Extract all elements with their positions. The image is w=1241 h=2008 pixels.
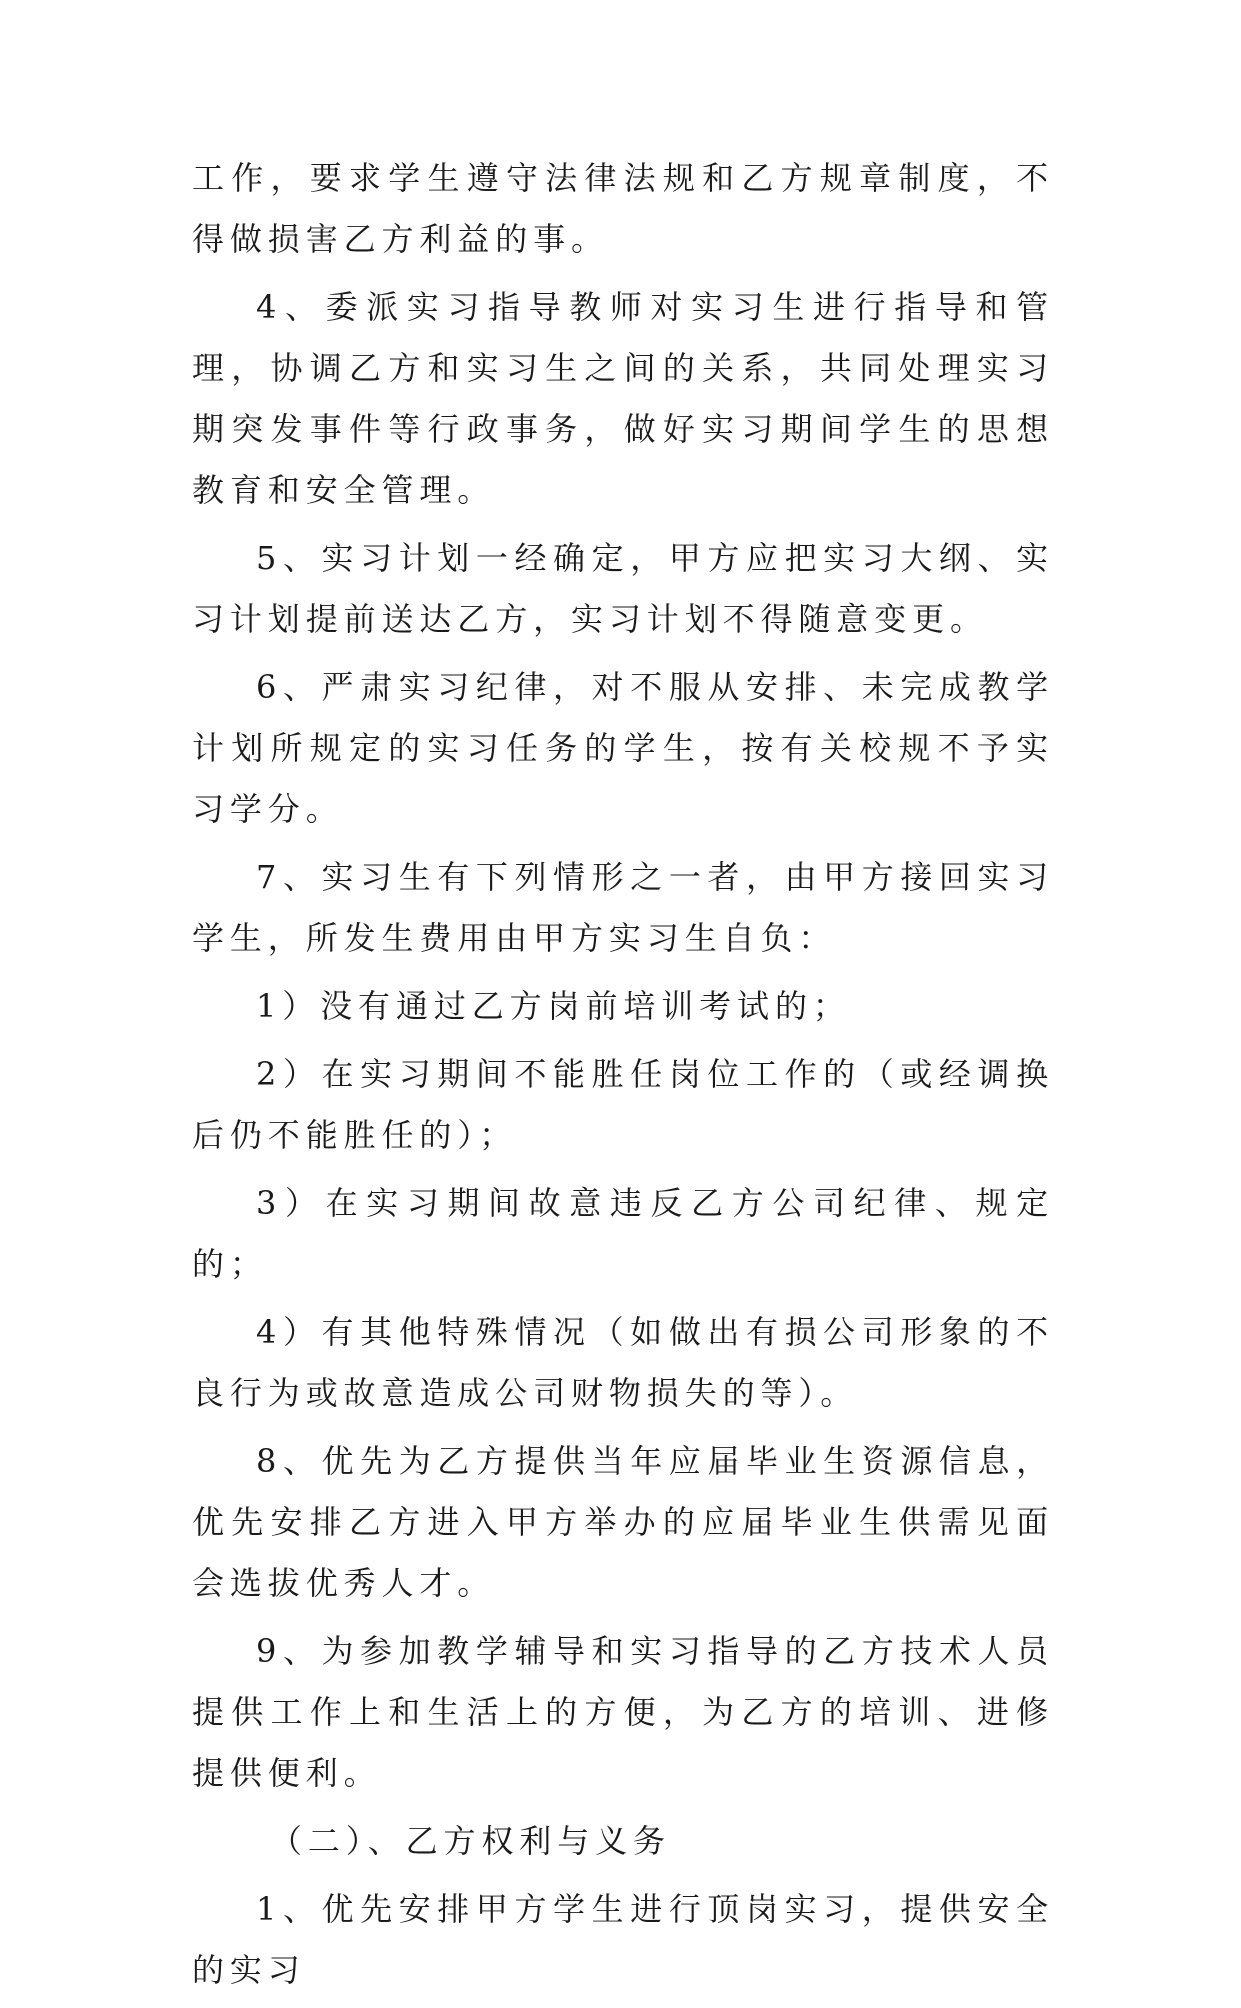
paragraph-continuation: 工作，要求学生遵守法律法规和乙方规章制度，不得做损害乙方利益的事。 xyxy=(192,159,1054,258)
paragraph-item-7: 7、实习生有下列情形之一者，由甲方接回实习学生，所发生费用由甲方实习生自负： xyxy=(192,858,1054,957)
paragraph-item-6: 6、严肃实习纪律，对不服从安排、未完成教学计划所规定的实习任务的学生，按有关校规不予实习学分。 xyxy=(192,668,1054,828)
paragraph-item-9: 9、为参加教学辅导和实习指导的乙方技术人员提供工作上和生活上的方便，为乙方的培训、进修提供便利。 xyxy=(192,1632,1054,1792)
sub-item-4: 4）有其他特殊情况（如做出有损公司形象的不良行为或故意造成公司财物损失的等）。 xyxy=(192,1313,1054,1412)
sub-item-3: 3）在实习期间故意违反乙方公司纪律、规定的； xyxy=(192,1184,1054,1283)
paragraph-party-b-item-1: 1、优先安排甲方学生进行顶岗实习，提供安全的实习 xyxy=(192,1890,1054,1989)
sub-item-2: 2）在实习期间不能胜任岗位工作的（或经调换后仍不能胜任的）； xyxy=(192,1055,1054,1154)
paragraph-item-4: 4、委派实习指导教师对实习生进行指导和管理，协调乙方和实习生之间的关系，共同处理实习期突发事件等行政事务，做好实习期间学生的思想教育和安全管理。 xyxy=(192,288,1054,509)
paragraph-item-5: 5、实习计划一经确定，甲方应把实习大纲、实习计划提前送达乙方，实习计划不得随意变更。 xyxy=(192,539,1054,638)
paragraph-item-8: 8、优先为乙方提供当年应届毕业生资源信息，优先安排乙方进入甲方举办的应届毕业生供需见面会选拔优秀人才。 xyxy=(192,1442,1054,1602)
document-body xyxy=(192,148,1054,2008)
sub-item-1: 1）没有通过乙方岗前培训考试的； xyxy=(256,987,851,1025)
section-heading-party-b: （二）、乙方权利与义务 xyxy=(270,1822,671,1860)
